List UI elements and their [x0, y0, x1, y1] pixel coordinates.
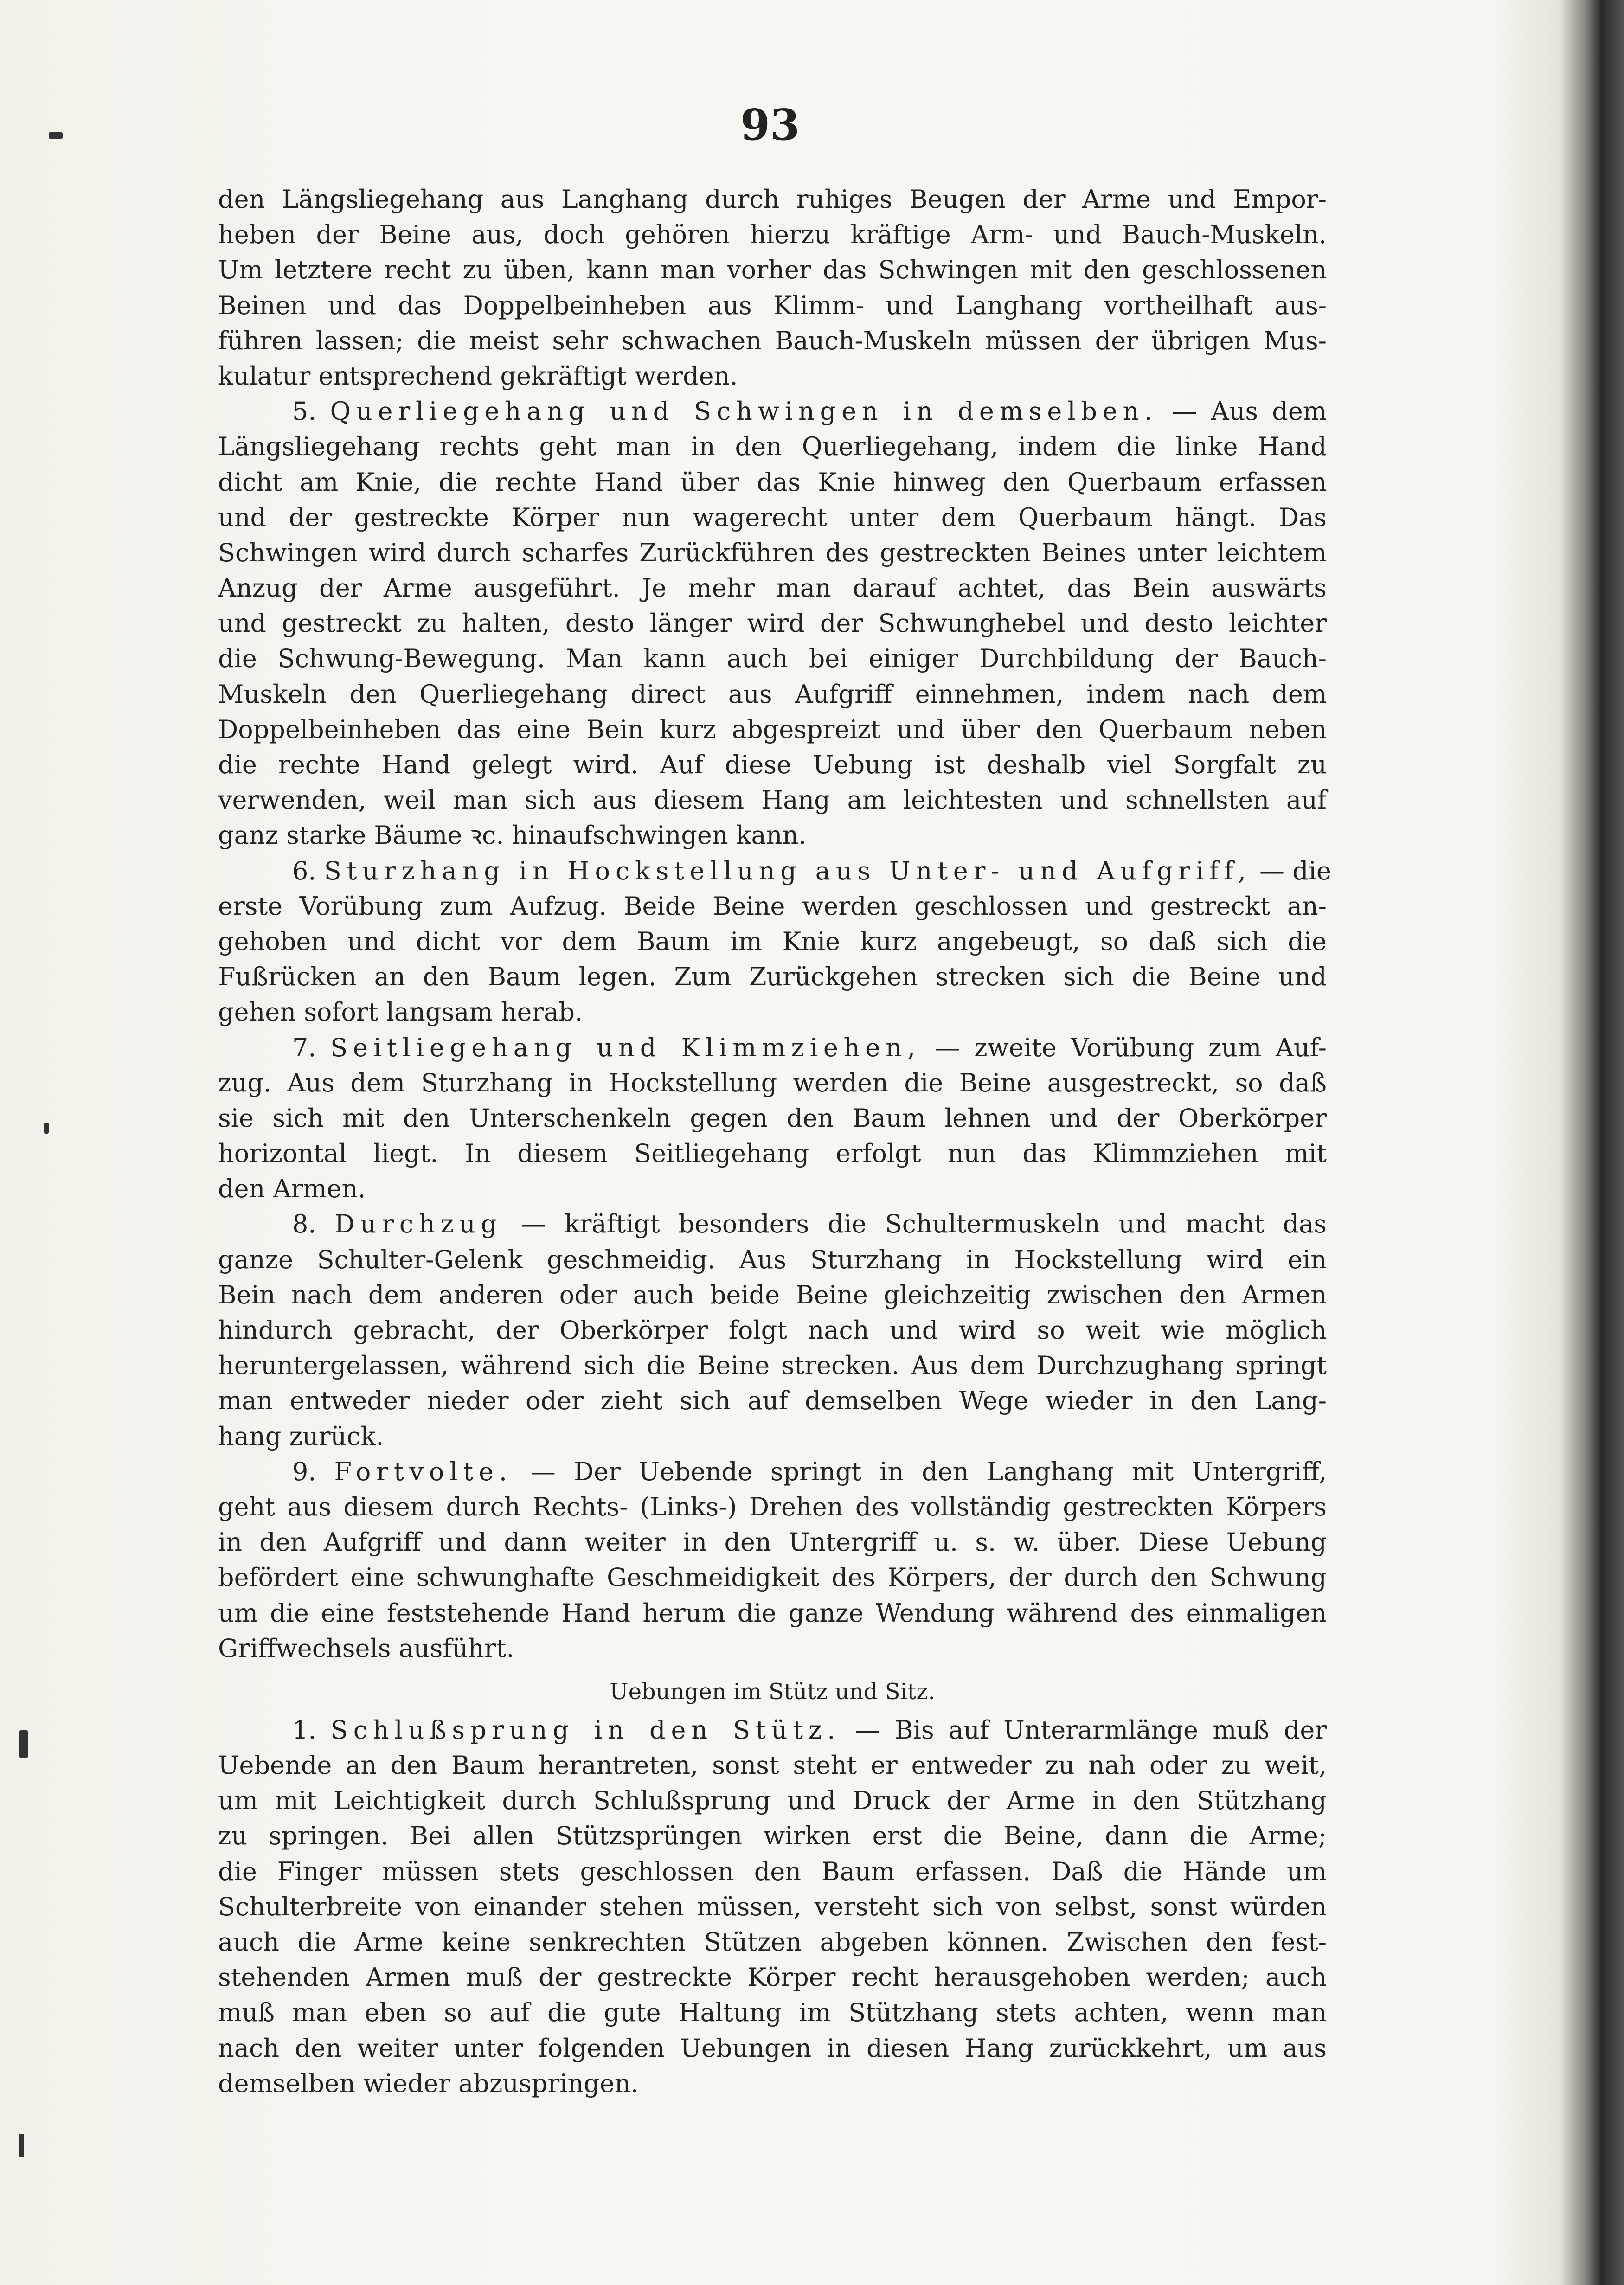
item-title: Fortvolte. — [334, 1457, 513, 1486]
item-number: 9. — [292, 1457, 316, 1486]
text-line: Schwingen wird durch scharfes Zurückführen des gestreckten Beines unter leichtem — [218, 538, 1327, 567]
text-line: und gestreckt zu halten, desto länger wird der Schwunghebel und desto leichter — [218, 609, 1327, 638]
text-line: hang zurück. — [218, 1421, 384, 1451]
item-number: 6. — [292, 856, 316, 886]
text-line: den Längsliegehang aus Langhang durch ruhiges Beugen der Arme und Empor- — [218, 185, 1327, 214]
section-heading: Uebungen im Stütz und Sitz. — [610, 1678, 935, 1705]
margin-mark — [19, 1730, 28, 1758]
text-line: erste Vorübung zum Aufzug. Beide Beine werden geschlossen und gestreckt an- — [218, 891, 1327, 921]
text-line: die Schwung-Bewegung. Man kann auch bei einiger Durchbildung der Bauch- — [218, 644, 1327, 674]
text-line: geht aus diesem durch Rechts- (Links-) Drehen des vollständig gestreckten Körpers — [218, 1492, 1327, 1521]
text-line: heben der Beine aus, doch gehören hierzu kräftige Arm- und Bauch-Muskeln. — [218, 220, 1327, 250]
text-line: demselben wieder abzuspringen. — [218, 2068, 639, 2098]
text-line: die Finger müssen stets geschlossen den Baum erfassen. Daß die Hände um — [218, 1856, 1327, 1886]
text-line: befördert eine schwunghafte Geschmeidigkeit des Körpers, der durch den Schwung — [218, 1563, 1327, 1592]
text-line: um die eine feststehende Hand herum die ganze Wendung während des einmaligen — [218, 1598, 1327, 1628]
item-lead-text: — die — [1259, 856, 1331, 886]
text-line: stehenden Armen muß der gestreckte Körper recht herausgehoben werden; auch — [218, 1963, 1327, 1992]
text-line: man entweder nieder oder zieht sich auf demselben Wege wieder in den Lang- — [218, 1386, 1327, 1416]
text-line: kulatur entsprechend gekräftigt werden. — [218, 361, 738, 391]
item-lead-text: — Der Uebende springt in den Langhang mit Untergriff, — [530, 1457, 1327, 1486]
item-number: 8. — [292, 1209, 316, 1239]
text-line: Uebende an den Baum herantreten, sonst steht er entweder zu nah oder zu weit, — [218, 1751, 1327, 1780]
text-line: Beinen und das Doppelbeinheben aus Klimm- und Langhang vortheilhaft aus- — [218, 290, 1327, 320]
text-line: Schulterbreite von einander stehen müssen, versteht sich von selbst, sonst würden — [218, 1892, 1327, 1921]
item-title: Durchzug — [334, 1209, 503, 1239]
text-line: um mit Leichtigkeit durch Schlußsprung und Druck der Arme in den Stützhang — [218, 1786, 1327, 1816]
text-line: Fußrücken an den Baum legen. Zum Zurückgehen strecken sich die Beine und — [218, 962, 1327, 992]
item-title: Seitliegehang und Klimmziehen, — [330, 1033, 921, 1062]
paragraph-first-line — [218, 1713, 1327, 1748]
item-number: 1. — [292, 1715, 316, 1745]
margin-mark — [44, 1123, 49, 1134]
page-number: 93 — [740, 100, 800, 150]
item-lead-text: — zweite Vorübung zum Auf- — [935, 1033, 1327, 1062]
text-line: den Armen. — [218, 1174, 366, 1204]
text-line: auch die Arme keine senkrechten Stützen abgeben können. Zwischen den fest- — [218, 1927, 1327, 1957]
text-line: und der gestreckte Körper nun wagerecht unter dem Querbaum hängt. Das — [218, 502, 1327, 532]
text-line: Muskeln den Querliegehang direct aus Aufgriff einnehmen, indem nach dem — [218, 679, 1327, 709]
text-line: Längsliegehang rechts geht man in den Querliegehang, indem die linke Hand — [218, 432, 1327, 462]
item-number: 5. — [292, 397, 316, 426]
item-lead-text: — Bis auf Unterarmlänge muß der — [855, 1715, 1327, 1745]
text-line: sie sich mit den Unterschenkeln gegen den Baum lehnen und der Oberkörper — [218, 1103, 1327, 1133]
text-line: die rechte Hand gelegt wird. Auf diese Uebung ist deshalb viel Sorgfalt zu — [218, 750, 1327, 779]
item-title: Sturzhang in Hockstellung aus Unter- und Aufgriff, — [324, 856, 1252, 886]
margin-mark — [49, 132, 63, 139]
text-line: horizontal liegt. In diesem Seitliegehang erfolgt nun das Klimmziehen mit — [218, 1139, 1327, 1168]
text-line: zu springen. Bei allen Stützsprüngen wirken erst die Beine, dann die Arme; — [218, 1821, 1327, 1851]
text-line: verwenden, weil man sich aus diesem Hang am leichtesten und schnellsten auf — [218, 785, 1327, 815]
item-lead-text: — Aus dem — [1172, 397, 1327, 426]
paragraph-first-line — [218, 1207, 1327, 1242]
item-title: Schlußsprung in den Stütz. — [330, 1715, 841, 1745]
text-line: gehen sofort langsam herab. — [218, 997, 583, 1027]
text-line: ganze Schulter-Gelenk geschmeidig. Aus Sturzhang in Hockstellung wird ein — [218, 1245, 1327, 1274]
text-line: nach den weiter unter folgenden Uebungen in diesen Hang zurückkehrt, um aus — [218, 2033, 1327, 2063]
text-line: Anzug der Arme ausgeführt. Je mehr man darauf achtet, das Bein auswärts — [218, 573, 1327, 603]
text-line: Um letztere recht zu üben, kann man vorher das Schwingen mit den geschlossenen — [218, 255, 1327, 285]
text-line: muß man eben so auf die gute Haltung im Stützhang stets achten, wenn man — [218, 1998, 1327, 2028]
text-line: Griffwechsels ausführt. — [218, 1633, 514, 1663]
text-line: führen lassen; die meist sehr schwachen Bauch-Muskeln müssen der übrigen Mus- — [218, 326, 1327, 355]
item-title: Querliegehang und Schwingen in demselben. — [330, 397, 1158, 426]
text-line: in den Aufgriff und dann weiter in den Untergriff u. s. w. über. Diese Uebung — [218, 1528, 1327, 1557]
text-line: Doppelbeinheben das eine Bein kurz abgespreizt und über den Querbaum neben — [218, 714, 1327, 744]
text-line: Bein nach dem anderen oder auch beide Beine gleichzeitig zwischen den Armen — [218, 1280, 1327, 1309]
paragraph-first-line — [218, 394, 1327, 429]
item-lead-text: — kräftigt besonders die Schultermuskeln und macht das — [521, 1209, 1327, 1239]
paragraph-first-line — [218, 1454, 1327, 1489]
paragraph-first-line — [218, 854, 1331, 889]
text-line: heruntergelassen, während sich die Beine strecken. Aus dem Durchzughang springt — [218, 1351, 1327, 1380]
text-line: dicht am Knie, die rechte Hand über das Knie hinweg den Querbaum erfassen — [218, 467, 1327, 497]
text-line: ganz starke Bäume ꝛc. hinaufschwingen kann. — [218, 821, 807, 850]
page-body-text — [218, 182, 1331, 2101]
text-line: gehoben und dicht vor dem Baum im Knie kurz angebeugt, so daß sich die — [218, 926, 1327, 956]
paragraph-first-line — [218, 1030, 1327, 1065]
text-line: zug. Aus dem Sturzhang in Hockstellung werden die Beine ausgestreckt, so daß — [218, 1068, 1327, 1098]
margin-mark — [19, 2134, 24, 2157]
item-number: 7. — [292, 1033, 316, 1062]
text-line: hindurch gebracht, der Oberkörper folgt nach und wird so weit wie möglich — [218, 1316, 1327, 1345]
